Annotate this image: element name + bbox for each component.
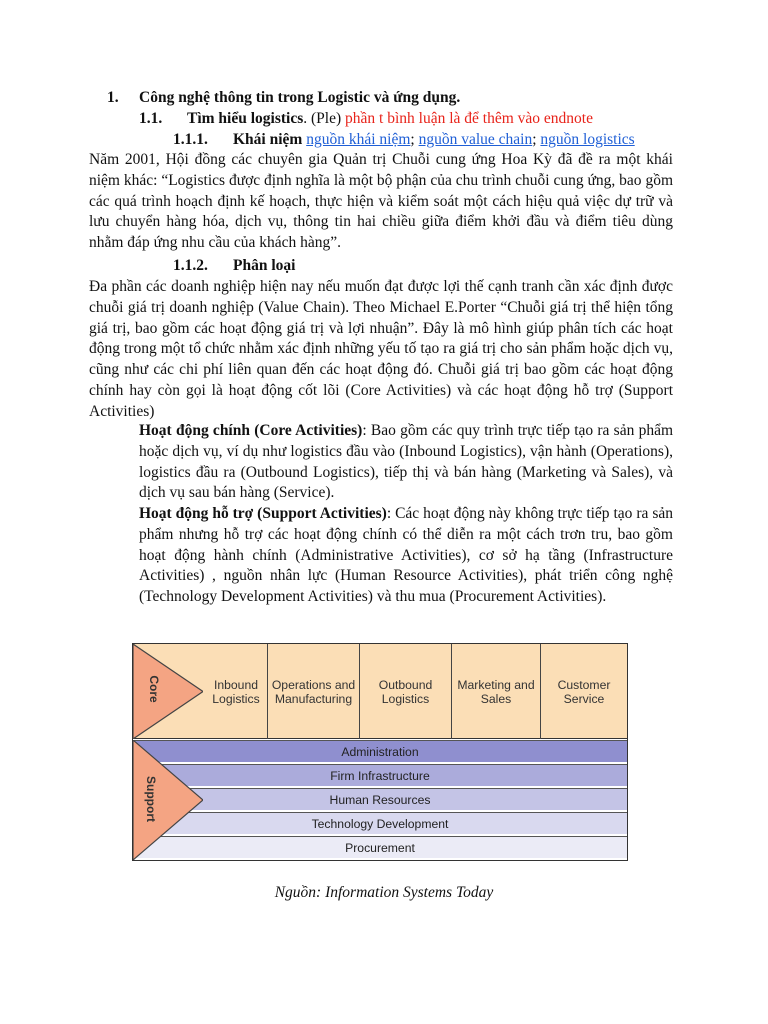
heading-1-1-1 (233, 129, 635, 150)
separator: ; (532, 131, 537, 148)
support-bar-firm-infrastructure: Firm Infrastructure (133, 764, 627, 786)
link-concept-source[interactable]: nguồn khái niệm (306, 131, 411, 148)
support-bar-human-resources: Human Resources (133, 788, 627, 810)
figure-caption: Nguồn: Information Systems Today (274, 884, 494, 901)
core-activities-row (133, 644, 627, 739)
core-cell-outbound: Outbound Logistics (359, 644, 451, 739)
heading-1-1-2-number: 1.1.2. (173, 257, 208, 274)
paragraph-value-chain: Đa phần các doanh nghiệp hiện nay nếu muốn đạt được lợi thế cạnh tranh cần xác định được chuỗi giá trị doanh nghiệp (Value Chain). Theo Michael E.Porter “Chuỗi giá trị thể hiện tổng giá trị, bao gồm các hoạt động giá trị và lợi nhuận”. Đây là mô hình giúp phân tích các hoạt động trong một tổ chức nhằm xác định những yếu tố tạo ra giá trị cho sản phẩm hoặc dịch vụ, cũng như các chi phí liên quan đến các hoạt động đó. Chuỗi giá trị bao gồm các hoạt động chính hay còn gọi là hoạt động cốt lõi (Core Activities) và các hoạt động hỗ trợ (Support Activities) (89, 278, 673, 420)
link-logistics-source[interactable]: nguồn logistics (540, 131, 635, 148)
heading-1-1-title: Tìm hiểu logistics (187, 110, 304, 127)
core-cell-marketing: Marketing and Sales (451, 644, 540, 739)
heading-1-title: Công nghệ thông tin trong Logistic và ứng dụng. (139, 89, 461, 106)
link-value-chain-source[interactable]: nguồn value chain (418, 131, 533, 148)
support-bar-technology-development: Technology Development (133, 812, 627, 834)
value-chain-diagram (132, 643, 628, 861)
heading-1-1-1-title: Khái niệm (233, 131, 303, 148)
separator: ; (410, 131, 415, 148)
core-activities-term: Hoạt động chính (Core Activities) (139, 422, 363, 439)
support-activities-row (133, 740, 627, 860)
core-activities-text: : Bao gồm các quy trình trực tiếp tạo ra sản phẩm hoặc dịch vụ, ví dụ như logistics đầu vào (Inbound Logistics), vận hành (Operations), logistics đầu ra (Outbound Logistics), tiếp thị và bán hàng (Marketing và Sales), và dịch vụ sau bán hàng (Service). (139, 422, 674, 502)
support-activities-text: : Các hoạt động này không trực tiếp tạo ra sản phẩm nhưng hỗ trợ các hoạt động chính có thể diễn ra một cách trơn tru, bao gồm hoạt động hành chính (Administrative Activities), cơ sở hạ tầng (Infrastructure Activities) , nguồn nhân lực (Human Resource Activities), phát triển công nghệ (Technology Development Activities) và thu mua (Procurement Activities). (139, 505, 673, 606)
support-bar-administration: Administration (133, 740, 627, 762)
heading-1-1-number: 1.1. (139, 110, 163, 127)
support-label: Support (144, 776, 158, 822)
support-activities-term: Hoạt động hỗ trợ (Support Activities) (139, 505, 387, 522)
heading-1-1-suffix: . (Ple) (303, 110, 342, 127)
paragraph-support-activities (139, 504, 673, 608)
core-label: Core (147, 675, 161, 703)
heading-1-1-1-number: 1.1.1. (173, 131, 208, 148)
paragraph-definition: Năm 2001, Hội đồng các chuyên gia Quản trị Chuỗi cung ứng Hoa Kỳ đã đề ra một khái niệm khác: “Logistics được định nghĩa là một bộ phận của chu trình chuỗi cung ứng, bao gồm các quá trình hoạch định kế hoạch, thực hiện và kiểm soát một cách hiệu quả việc dự trữ và lưu chuyển hàng hóa, dịch vụ, thông tin hai chiều giữa điểm khởi đầu và điểm tiêu dùng nhằm đáp ứng nhu cầu của khách hàng”. (89, 151, 673, 252)
core-arrow-shape (133, 644, 203, 739)
heading-1-1-2-title: Phân loại (233, 257, 296, 274)
core-cell-operations: Operations and Manufacturing (267, 644, 359, 739)
core-cell-inbound: Inbound Logistics (212, 677, 260, 706)
heading-1-1 (187, 108, 593, 129)
support-bar-procurement: Procurement (133, 836, 627, 858)
paragraph-core-activities (139, 421, 673, 504)
comment-note: phần t bình luận là để thêm vào endnote (345, 110, 593, 127)
heading-1-number: 1. (107, 89, 119, 106)
core-cell-service: Customer Service (540, 644, 627, 739)
